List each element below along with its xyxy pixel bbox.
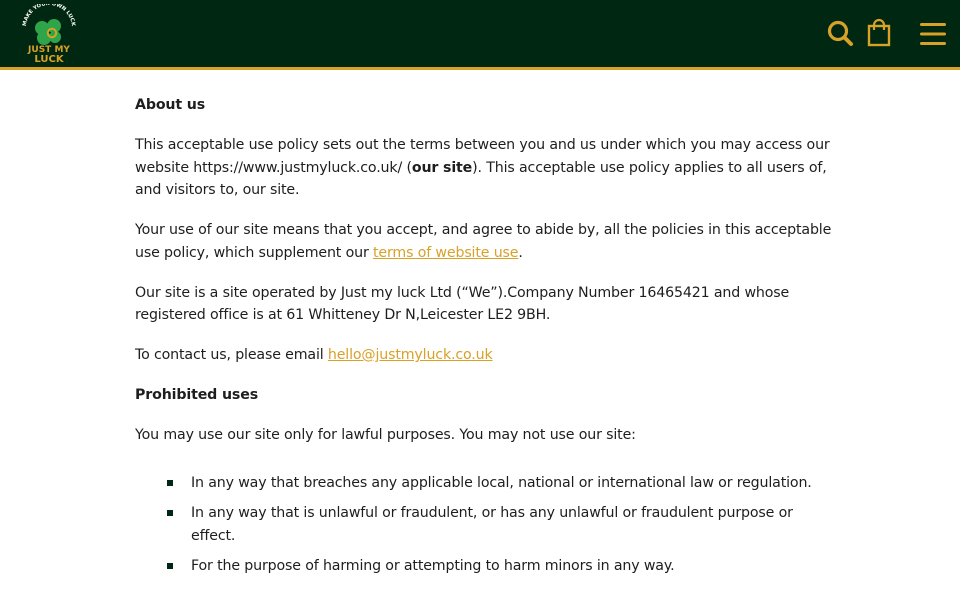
- prohibited-uses-list: [135, 472, 835, 578]
- site-header: [0, 0, 960, 70]
- policy-acceptance-paragraph: Your use of our site means that you accept, and agree to abide by, all the policies in this acceptable use policy, which supplement our terms of website use.: [135, 222, 832, 261]
- list-item: In any way that breaches any applicable local, national or international law or regulation.: [135, 472, 835, 495]
- terms-of-use-link[interactable]: terms of website use: [373, 244, 519, 261]
- contact-paragraph: To contact us, please email hello@justmyluck.co.uk: [135, 347, 493, 363]
- operator-paragraph: Our site is a site operated by Just my luck Ltd (“We”).Company Number 16465421 and whose registered office is at 61 Whitteney Dr N,Leicester LE2 9BH.: [135, 284, 790, 323]
- policy-intro-paragraph: This acceptable use policy sets out the terms between you and us under which you may access our website https://www.justmyluck.co.uk/ (our site). This acceptable use policy applies to all users of, and visitors to, our site.: [135, 137, 830, 198]
- search-button[interactable]: [826, 18, 854, 48]
- cart-button[interactable]: [865, 18, 893, 48]
- clover-logo-icon: [18, 4, 80, 64]
- prohibited-uses-heading: Prohibited uses: [135, 387, 258, 403]
- menu-icon: [918, 20, 948, 48]
- cart-icon: [865, 18, 893, 48]
- list-item: In any way that is unlawful or fraudulent, or has any unlawful or fraudulent purpose or effect.: [135, 502, 835, 547]
- about-heading: About us: [135, 97, 206, 113]
- search-icon: [826, 18, 854, 48]
- contact-email-link[interactable]: hello@justmyluck.co.uk: [327, 347, 493, 363]
- brand-tagline: MAKE YOUR OWN LUCK: [21, 4, 76, 27]
- brand-name-line1: JUST MY: [28, 45, 70, 55]
- list-item: For the purpose of harming or attempting to harm minors in any way.: [135, 555, 835, 578]
- brand-logo[interactable]: [18, 4, 80, 64]
- prohibited-intro: You may use our site only for lawful purposes. You may not use our site:: [135, 427, 636, 443]
- brand-name-line2: LUCK: [34, 54, 64, 64]
- policy-content: [135, 94, 835, 586]
- our-site-term: our site: [411, 159, 473, 176]
- menu-button[interactable]: [918, 20, 948, 48]
